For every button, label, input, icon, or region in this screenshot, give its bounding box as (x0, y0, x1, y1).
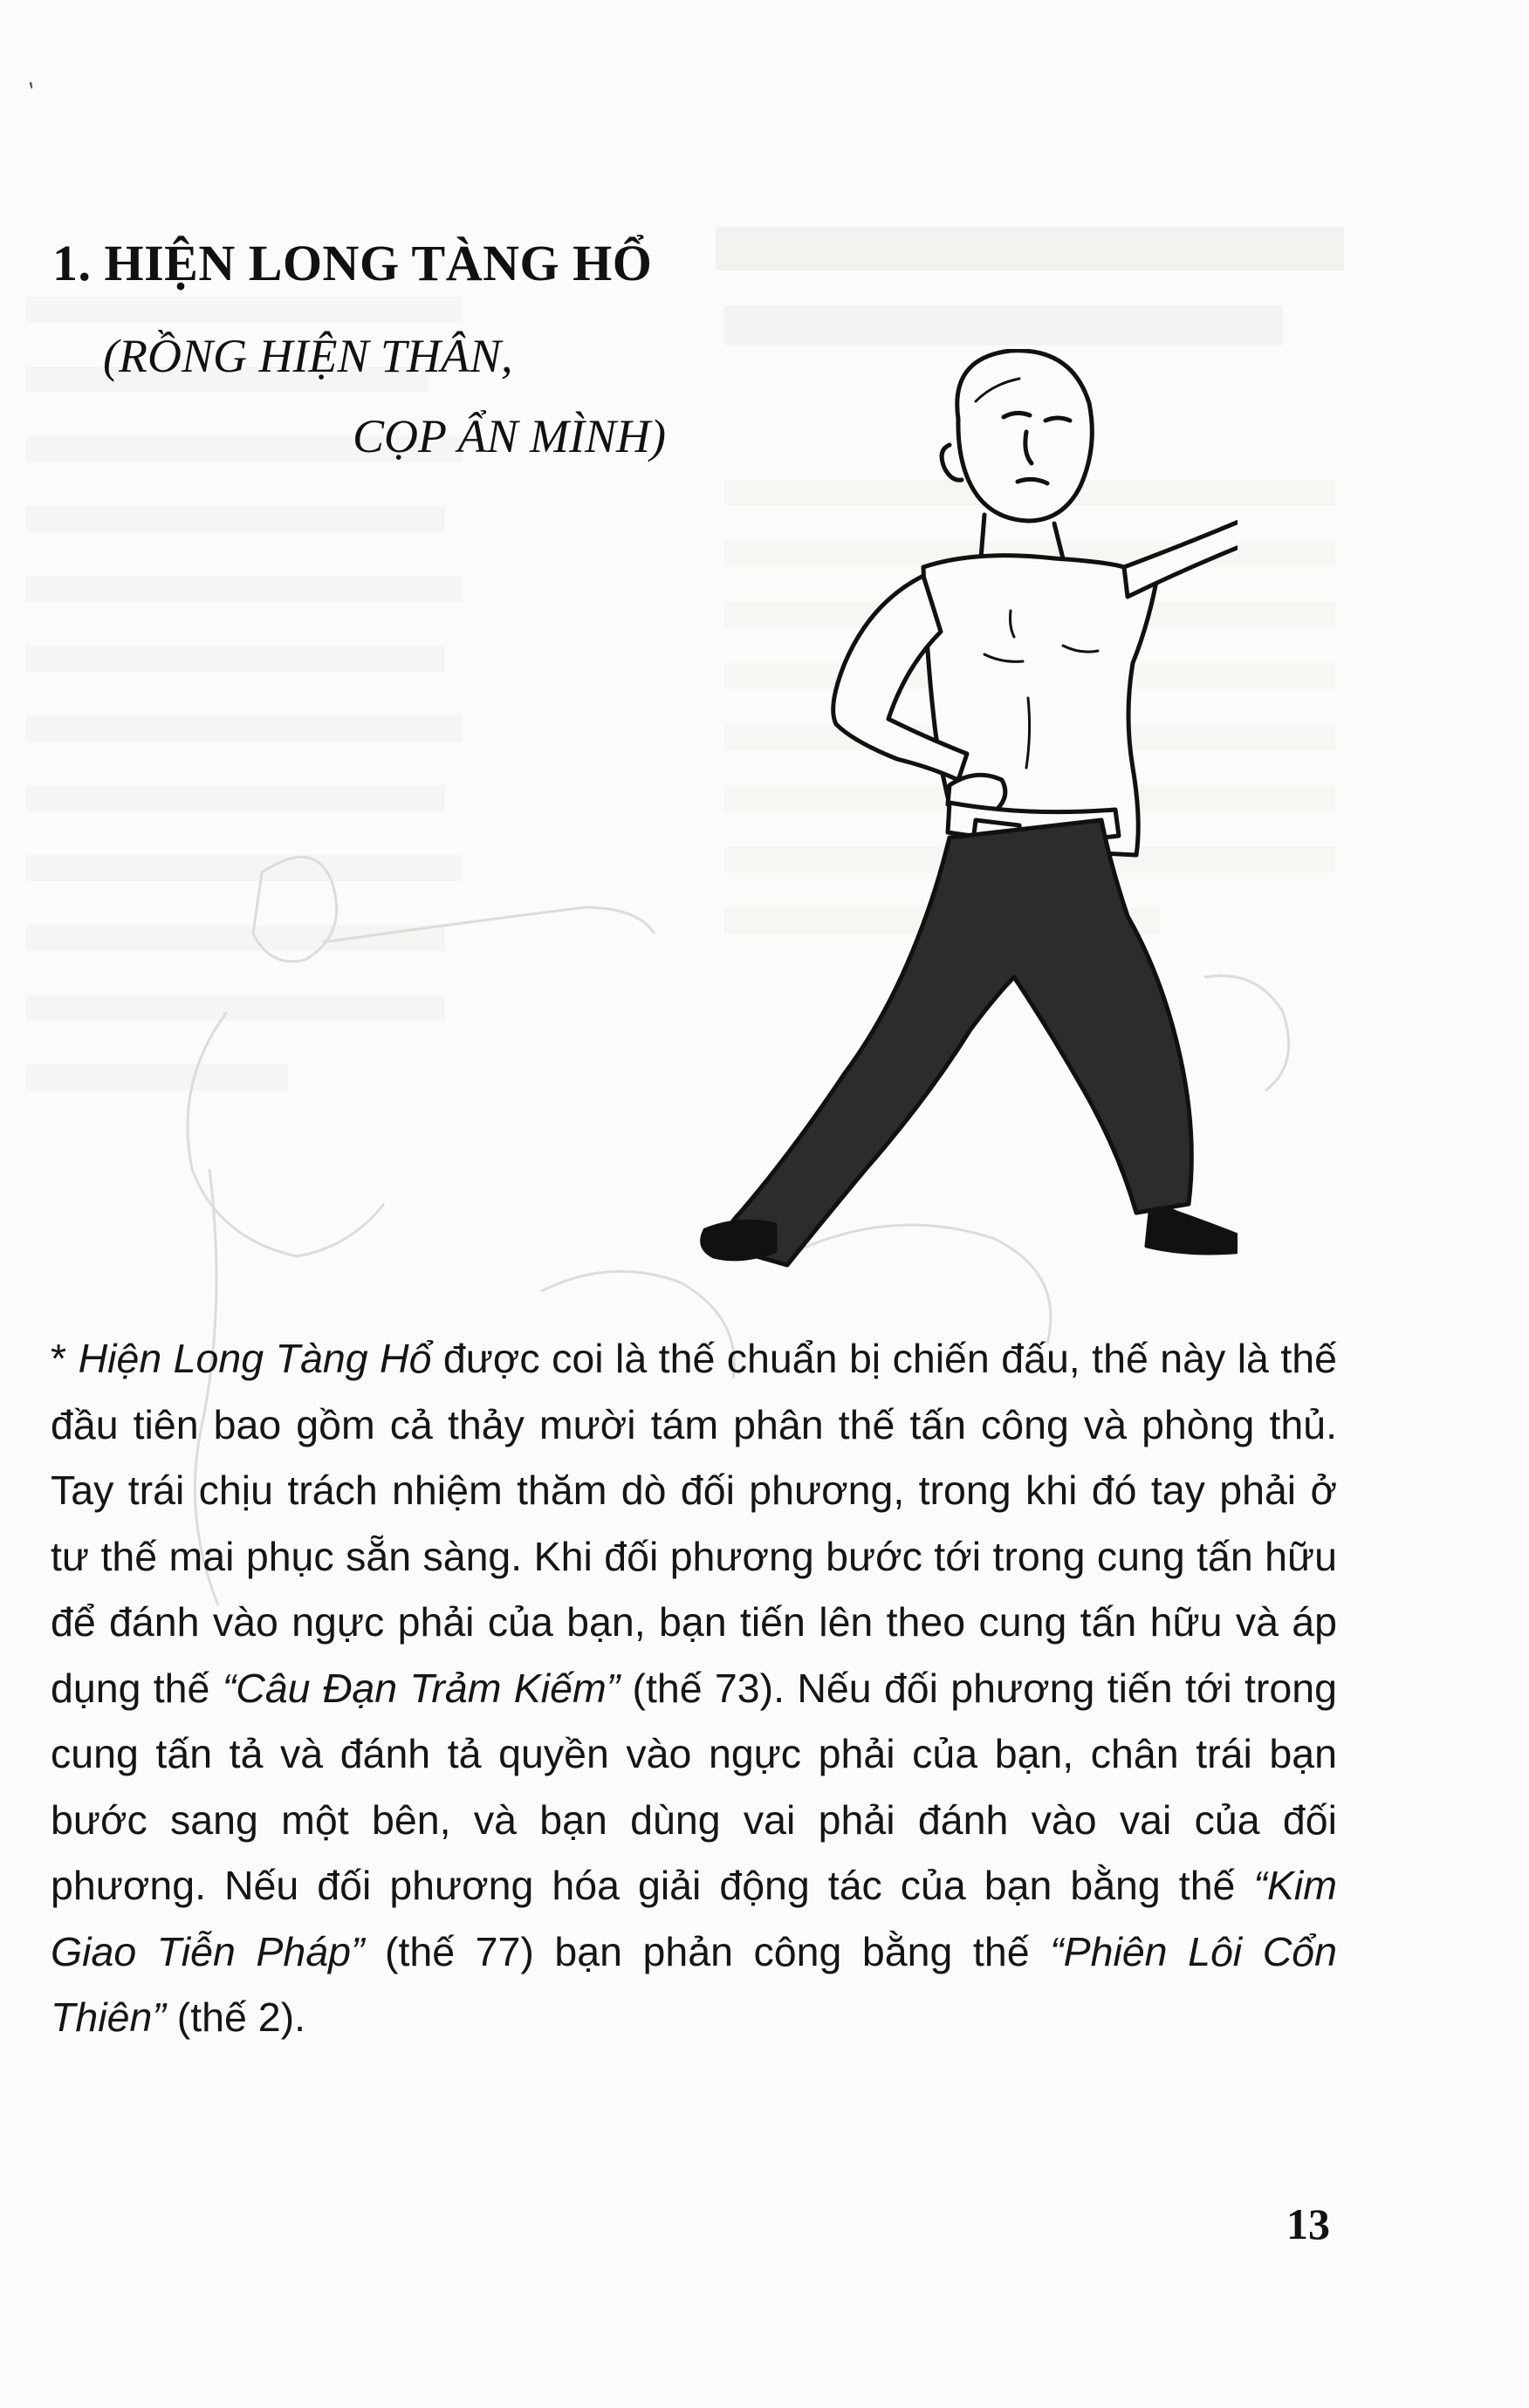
technique-reference: “Câu Đạn Trảm Kiếm” (222, 1665, 621, 1711)
right-shoe (1147, 1208, 1238, 1253)
trousers (725, 820, 1191, 1265)
exercise-heading: 1. HIỆN LONG TÀNG HỔ (52, 235, 653, 291)
body-text-segment: (thế 77) bạn phản công bằng thế (364, 1928, 1051, 1974)
body-paragraph (51, 1326, 1337, 2051)
exercise-subheading (103, 316, 666, 476)
left-shoe (703, 1221, 775, 1259)
body-text-segment: (thế 2). (165, 1994, 306, 2040)
technique-name: Hiện Long Tàng Hổ (78, 1336, 432, 1381)
body-text-segment: (thế 73). Nếu đối phương tiến tới trong cung tấn tả và đánh tả quyền vào ngực phải của bạn, chân trái bạn bước sang một bên, và bạn dùng vai phải đánh vào vai của đối phương. Nếu đối phương hóa giải động tác của bạn bằng thế (51, 1665, 1337, 1908)
martial-artist-stance-illustration (662, 349, 1238, 1274)
page-number: 13 (1286, 2199, 1330, 2248)
scan-mark: ′ (25, 77, 42, 104)
subheading-line-2: CỌP ẨN MÌNH) (353, 410, 666, 462)
extended-arm (1124, 480, 1238, 597)
technique-reference: “Phiên Lôi Cổn Thiên” (51, 1928, 1337, 2040)
body-text-segment: được coi là thế chuẩn bị chiến đấu, thế này là thế đầu tiên bao gồm cả thảy mười tám phân thế tấn công và phòng thủ. Tay trái chịu trách nhiệm thăm dò đối phương, trong khi đó tay phải ở tư thế mai phục sẵn sàng. Khi đối phương bước tới trong cung tấn hữu để đánh vào ngực phải của bạn, bạn tiến lên theo cung tấn hữu và áp dụng thế (51, 1336, 1338, 1711)
subheading-line-1: (RỒNG HIỆN THÂN, (103, 330, 513, 382)
bullet: * (51, 1336, 79, 1381)
technique-reference: “Kim Giao Tiễn Pháp” (51, 1863, 1337, 1974)
